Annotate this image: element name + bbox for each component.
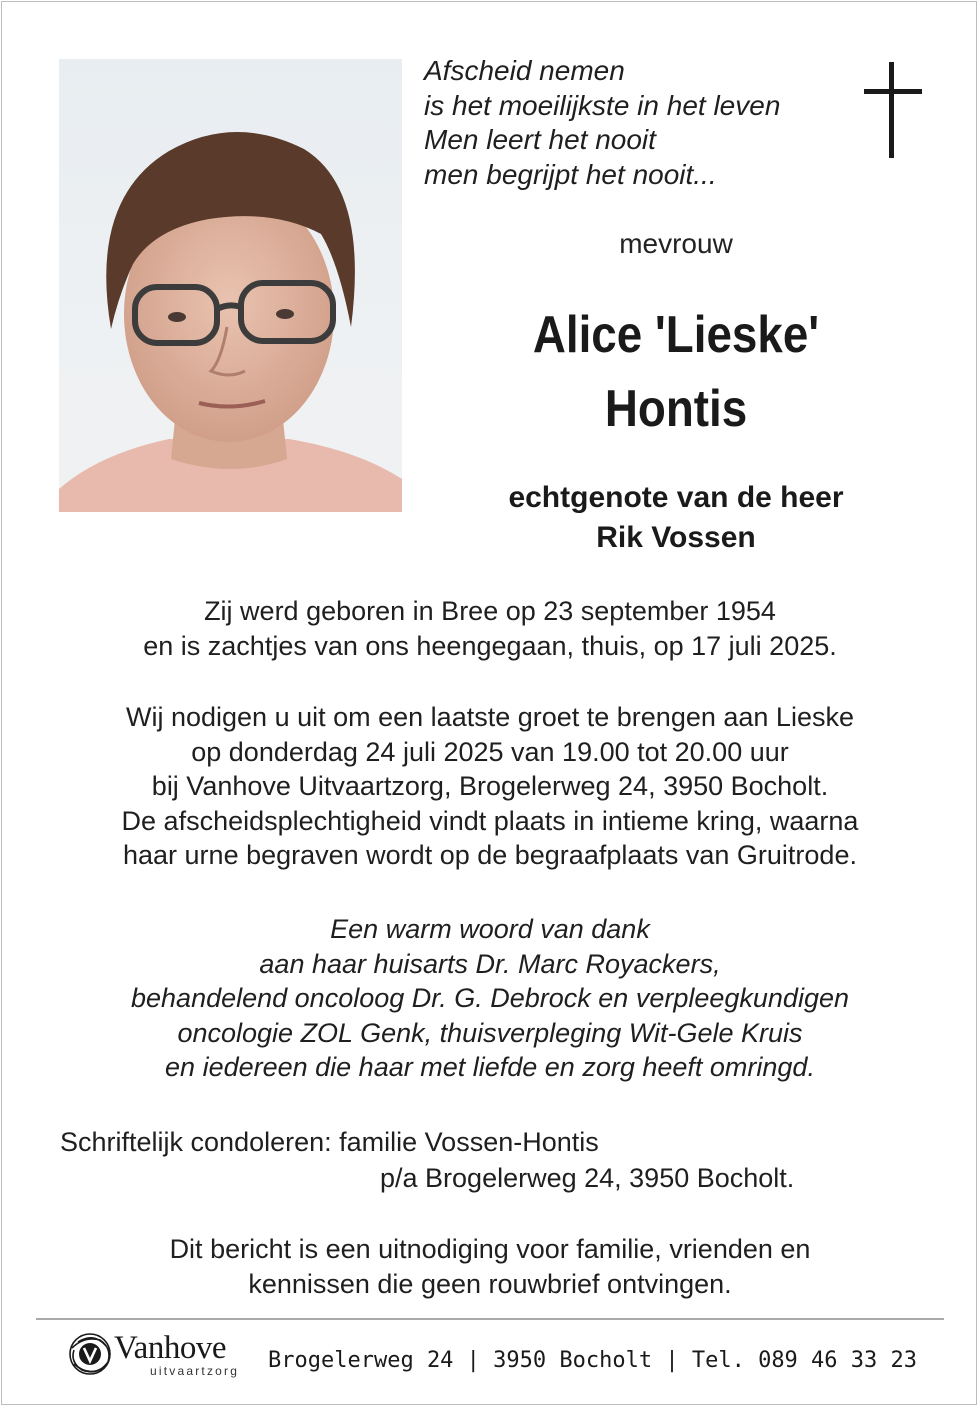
spouse-line2: Rik Vossen	[596, 521, 756, 554]
condolences-line1: Schriftelijk condoleren: familie Vossen-Hontis	[60, 1127, 599, 1157]
poem-line: is het moeilijkste in het leven	[424, 89, 781, 121]
text-line: behandelend oncoloog Dr. G. Debrock en verpleegkundigen	[131, 983, 849, 1013]
condolences	[60, 1124, 920, 1196]
text-line: haar urne begraven wordt op de begraafplaats van Gruitrode.	[123, 840, 857, 870]
portrait-photo	[59, 59, 402, 512]
poem-line: men begrijpt het nooit...	[424, 158, 717, 190]
spouse-line1: echtgenote van de heer	[508, 481, 844, 514]
logo-mark-icon	[64, 1328, 116, 1380]
poem	[424, 54, 844, 192]
text-line: op donderdag 24 juli 2025 van 19.00 tot 20.00 uur	[191, 736, 789, 767]
text-line: oncologie ZOL Genk, thuisverpleging Wit-Gele Kruis	[177, 1017, 803, 1048]
condolences-line2: p/a Brogelerweg 24, 3950 Bocholt.	[380, 1163, 795, 1193]
text-line: Zij werd geboren in Bree op 23 september 1954	[204, 596, 776, 626]
cross-icon	[864, 62, 922, 158]
deceased-name	[451, 298, 902, 446]
text-line: aan haar huisarts Dr. Marc Royackers,	[259, 948, 721, 979]
deceased-name-line1: Alice 'Lieske'	[532, 306, 820, 364]
notice-paragraph	[40, 1232, 940, 1301]
footer-address: Brogelerweg 24 | 3950 Bocholt | Tel. 089 46 33 23	[268, 1348, 918, 1373]
text-line: en is zachtjes van ons heengegaan, thuis, op 17 juli 2025.	[143, 630, 837, 661]
spouse-info	[420, 478, 932, 558]
text-line: bij Vanhove Uitvaartzorg, Brogelerweg 24, 3950 Bocholt.	[151, 771, 829, 801]
text-line: kennissen die geen rouwbrief ontvingen.	[248, 1268, 732, 1299]
text-line: Een warm woord van dank	[330, 914, 650, 944]
poem-line: Men leert het nooit	[424, 124, 656, 155]
logo-name: Vanhove	[114, 1330, 226, 1366]
poem-line: Afscheid nemen	[424, 55, 625, 86]
vanhove-logo	[64, 1328, 254, 1380]
text-line: Dit bericht is een uitnodiging voor familie, vrienden en	[169, 1234, 811, 1264]
logo-subtitle: uitvaartzorg	[150, 1364, 240, 1378]
text-line: en iedereen die haar met liefde en zorg heeft omringd.	[165, 1052, 815, 1082]
text-line: Wij nodigen u uit om een laatste groet te brengen aan Lieske	[126, 702, 854, 732]
footer-divider	[36, 1318, 944, 1320]
thanks-paragraph	[40, 912, 940, 1085]
birth-death-paragraph	[40, 594, 940, 663]
text-line: De afscheidsplechtigheid vindt plaats in intieme kring, waarna	[121, 805, 859, 836]
deceased-name-line2: Hontis	[604, 380, 748, 438]
title-prefix: mevrouw	[619, 228, 733, 259]
invitation-paragraph	[40, 700, 940, 873]
